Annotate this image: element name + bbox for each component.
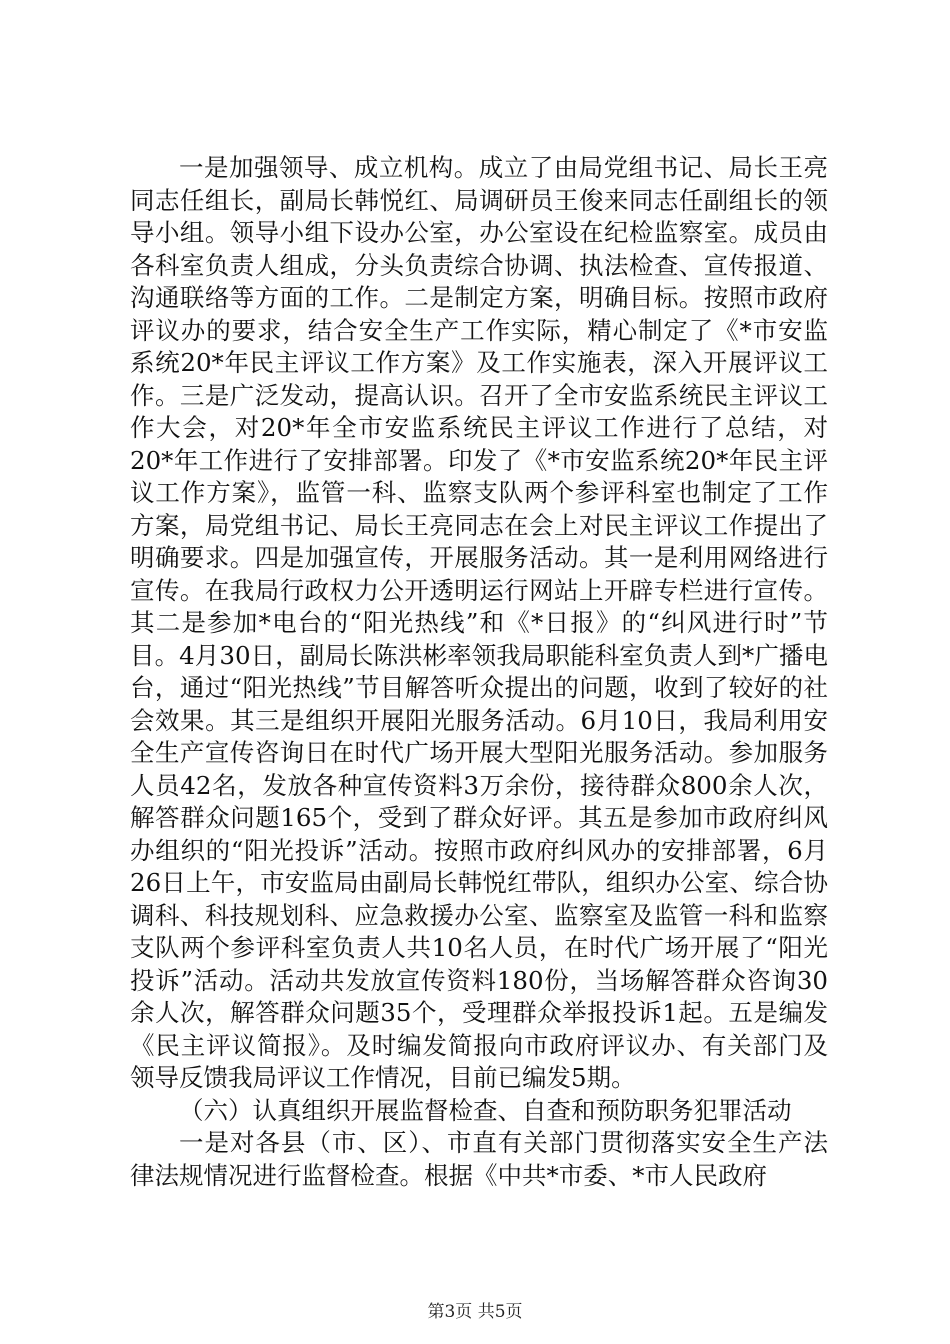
- paragraph-supervision: 一是对各县（市、区）、市直有关部门贯彻落实安全生产法律法规情况进行监督检查。根据《中共*市委、*市人民政府: [130, 1128, 828, 1190]
- paragraph-work-measures: 一是加强领导、成立机构。成立了由局党组书记、局长王亮同志任组长，副局长韩悦红、局调研员王俊来同志任副组长的领导小组。领导小组下设办公室，办公室设在纪检监察室。成员由各科室负责人组成，分头负责综合协调、执法检查、宣传报道、沟通联络等方面的工作。二是制定方案，明确目标。按照市政府评议办的要求，结合安全生产工作实际，精心制定了《*市安监系统20*年民主评议工作方案》及工作实施表，深入开展评议工作。三是广泛发动，提高认识。召开了全市安监系统民主评议工作大会，对20*年全市安监系统民主评议工作进行了总结，对20*年工作进行了安排部署。印发了《*市安监系统20*年民主评议工作方案》，监管一科、监察支队两个参评科室也制定了工作方案，局党组书记、局长王亮同志在会上对民主评议工作提出了明确要求。四是加强宣传，开展服务活动。其一是利用网络进行宣传。在我局行政权力公开透明运行网站上开辟专栏进行宣传。其二是参加*电台的“阳光热线”和《*日报》的“纠风进行时”节目。4月30日，副局长陈洪彬率领我局职能科室负责人到*广播电台，通过“阳光热线”节目解答听众提出的问题，收到了较好的社会效果。其三是组织开展阳光服务活动。6月10日，我局利用安全生产宣传咨询日在时代广场开展大型阳光服务活动。参加服务人员42名，发放各种宣传资料3万余份，接待群众800余人次，解答群众问题165个，受到了群众好评。其五是参加市政府纠风办组织的“阳光投诉”活动。按照市政府纠风办的安排部署，6月26日上午，市安监局由副局长韩悦红带队，组织办公室、综合协调科、科技规划科、应急救援办公室、监察室及监管一科和监察支队两个参评科室负责人共10名人员，在时代广场开展了“阳光投诉”活动。活动共发放宣传资料180份，当场解答群众咨询30余人次，解答群众问题35个，受理群众举报投诉1起。五是编发《民主评议简报》。及时编发简报向市政府评议办、有关部门及领导反馈我局评议工作情况，目前已编发5期。: [130, 153, 828, 1092]
- document-body: [130, 152, 828, 1192]
- section-heading-six: （六）认真组织开展监督检查、自查和预防职务犯罪活动: [179, 1095, 792, 1125]
- page-footer: 第3页 共5页: [427, 1302, 523, 1322]
